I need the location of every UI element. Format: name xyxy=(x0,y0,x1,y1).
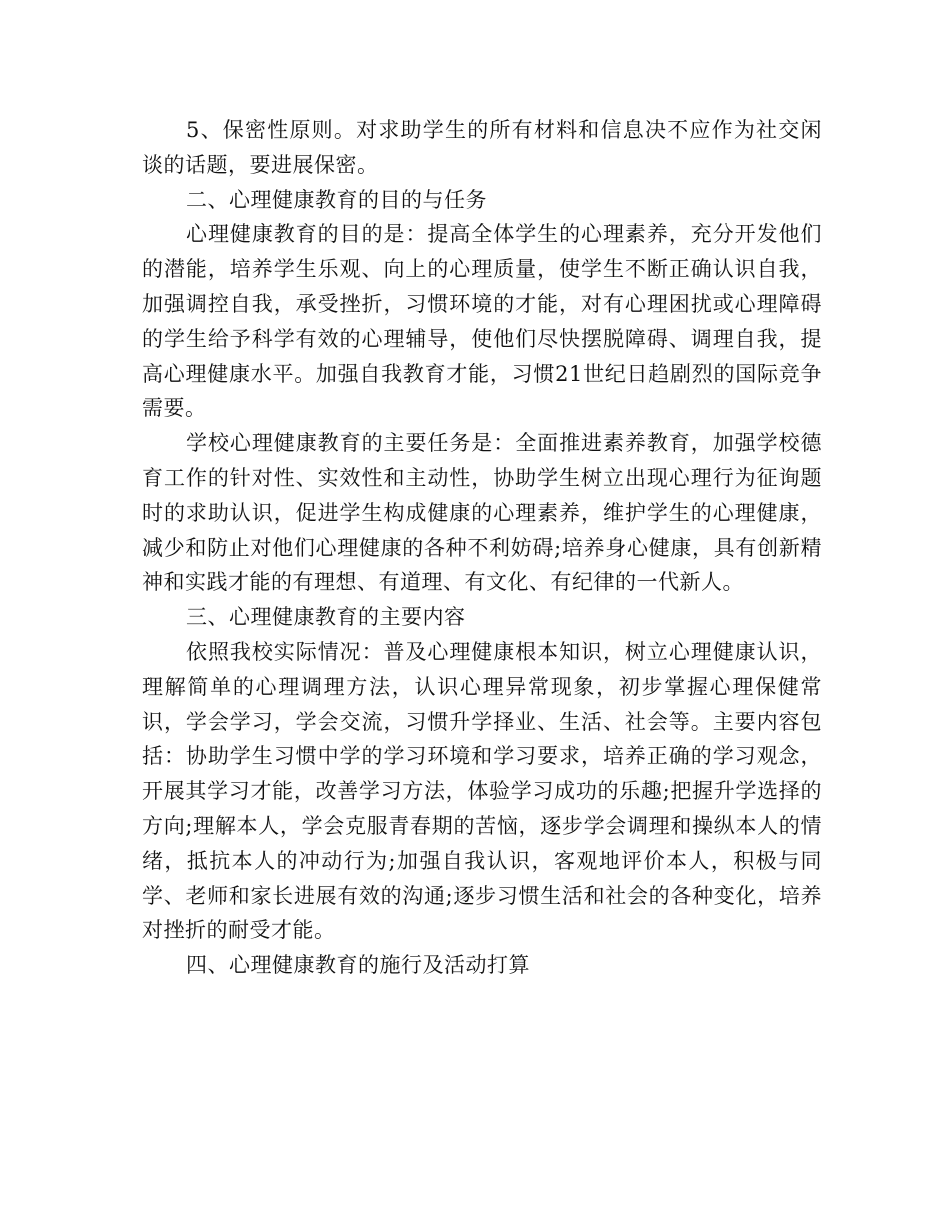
paragraph-education-goals: 心理健康教育的目的是：提高全体学生的心理素养，充分开发他们的潜能，培养学生乐观、向上的心理质量，使学生不断正确认识自我，加强调控自我，承受挫折，习惯环境的才能，对有心理困扰或心理障碍的学生给予科学有效的心理辅导，使他们尽快摆脱障碍、调理自我，提高心理健康水平。加强自我教育才能，习惯21世纪日趋剧烈的国际竞争需要。 xyxy=(142,222,822,421)
paragraph-main-tasks: 学校心理健康教育的主要任务是：全面推进素养教育，加强学校德育工作的针对性、实效性和主动性，协助学生树立出现心理行为征询题时的求助认识，促进学生构成健康的心理素养，维护学生的心理健康，减少和防止对他们心理健康的各种不利妨碍;培养身心健康，具有创新精神和实践才能的有理想、有道理、有文化、有纪律的一代新人。 xyxy=(142,431,822,595)
section-heading-main-content: 三、心理健康教育的主要内容 xyxy=(186,605,466,630)
section-heading-implementation-plan: 四、心理健康教育的施行及活动打算 xyxy=(186,953,530,978)
paragraph-main-content: 依照我校实际情况：普及心理健康根本知识，树立心理健康认识，理解简单的心理调理方法，认识心理异常现象，初步掌握心理保健常识，学会学习，学会交流，习惯升学择业、生活、社会等。主要内容包括：协助学生习惯中学的学习环境和学习要求，培养正确的学习观念，开展其学习才能，改善学习方法，体验学习成功的乐趣;把握升学选择的方向;理解本人，学会克服青春期的苦恼，逐步学会调理和操纵本人的情绪，抵抗本人的冲动行为;加强自我认识，客观地评价本人，积极与同学、老师和家长进展有效的沟通;逐步习惯生活和社会的各种变化，培养对挫折的耐受才能。 xyxy=(142,639,822,943)
paragraph-confidentiality-principle: 5、保密性原则。对求助学生的所有材料和信息决不应作为社交闲谈的话题，要进展保密。 xyxy=(142,118,822,177)
section-heading-goals-and-tasks: 二、心理健康教育的目的与任务 xyxy=(186,187,487,212)
document-body xyxy=(142,113,822,983)
